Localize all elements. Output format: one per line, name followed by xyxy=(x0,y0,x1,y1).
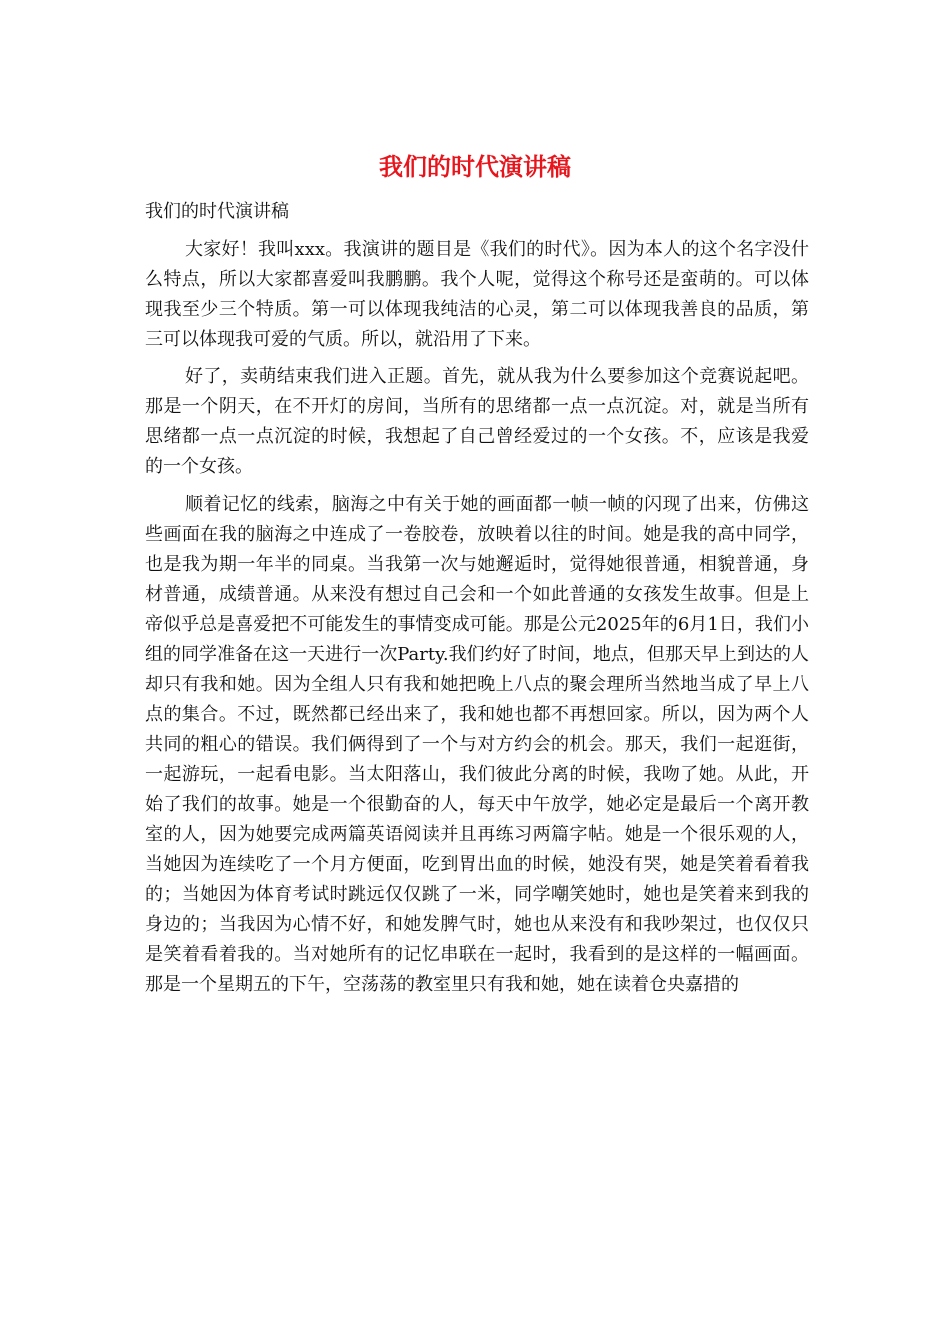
document-subtitle: 我们的时代演讲稿 xyxy=(145,201,289,222)
document-body xyxy=(145,197,809,1007)
document-title: 我们的时代演讲稿 xyxy=(379,152,571,181)
paragraph-2: 好了，卖萌结束我们进入正题。首先，就从我为什么要参加这个竞赛说起吧。那是一个阴天，在不开灯的房间，当所有的思绪都一点一点沉淀。对，就是当所有思绪都一点一点沉淀的时候，我想起了自己曾经爱过的一个女孩。不，应该是我爱的一个女孩。 xyxy=(145,366,809,477)
paragraph-3: 顺着记忆的线索，脑海之中有关于她的画面都一帧一帧的闪现了出来，仿佛这些画面在我的脑海之中连成了一卷胶卷，放映着以往的时间。她是我的高中同学，也是我为期一年半的同桌。当我第一次与她邂逅时，觉得她很普通，相貌普通，身材普通，成绩普通。从来没有想过自己会和一个如此普通的女孩发生故事。但是上帝似乎总是喜爱把不可能发生的事情变成可能。那是公元2025年的6月1日，我们小组的同学准备在这一天进行一次Party.我们约好了时间，地点，但那天早上到达的人却只有我和她。因为全组人只有我和她把晚上八点的聚会理所当然地当成了早上八点的集合。不过，既然都已经出来了，我和她也都不再想回家。所以，因为两个人共同的粗心的错误。我们俩得到了一个与对方约会的机会。那天，我们一起逛街，一起游玩，一起看电影。当太阳落山，我们彼此分离的时候，我吻了她。从此，开始了我们的故事。她是一个很勤奋的人，每天中午放学，她必定是最后一个离开教室的人，因为她要完成两篇英语阅读并且再练习两篇字帖。她是一个很乐观的人，当她因为连续吃了一个月方便面，吃到胃出血的时候，她没有哭，她是笑着看着我的；当她因为体育考试时跳远仅仅跳了一米，同学嘲笑她时，她也是笑着来到我的身边的；当我因为心情不好，和她发脾气时，她也从来没有和我吵架过，也仅仅只是笑着看着我的。当对她所有的记忆串联在一起时，我看到的是这样的一幅画面。那是一个星期五的下午，空荡荡的教室里只有我和她，她在读着仓央嘉措的 xyxy=(145,493,809,995)
paragraph-1: 大家好！我叫xxx。我演讲的题目是《我们的时代》。因为本人的这个名字没什么特点，所以大家都喜爱叫我鹏鹏。我个人呢，觉得这个称号还是蛮萌的。可以体现我至少三个特质。第一可以体现我纯洁的心灵，第二可以体现我善良的品质，第三可以体现我可爱的气质。所以，就沿用了下来。 xyxy=(145,238,809,350)
